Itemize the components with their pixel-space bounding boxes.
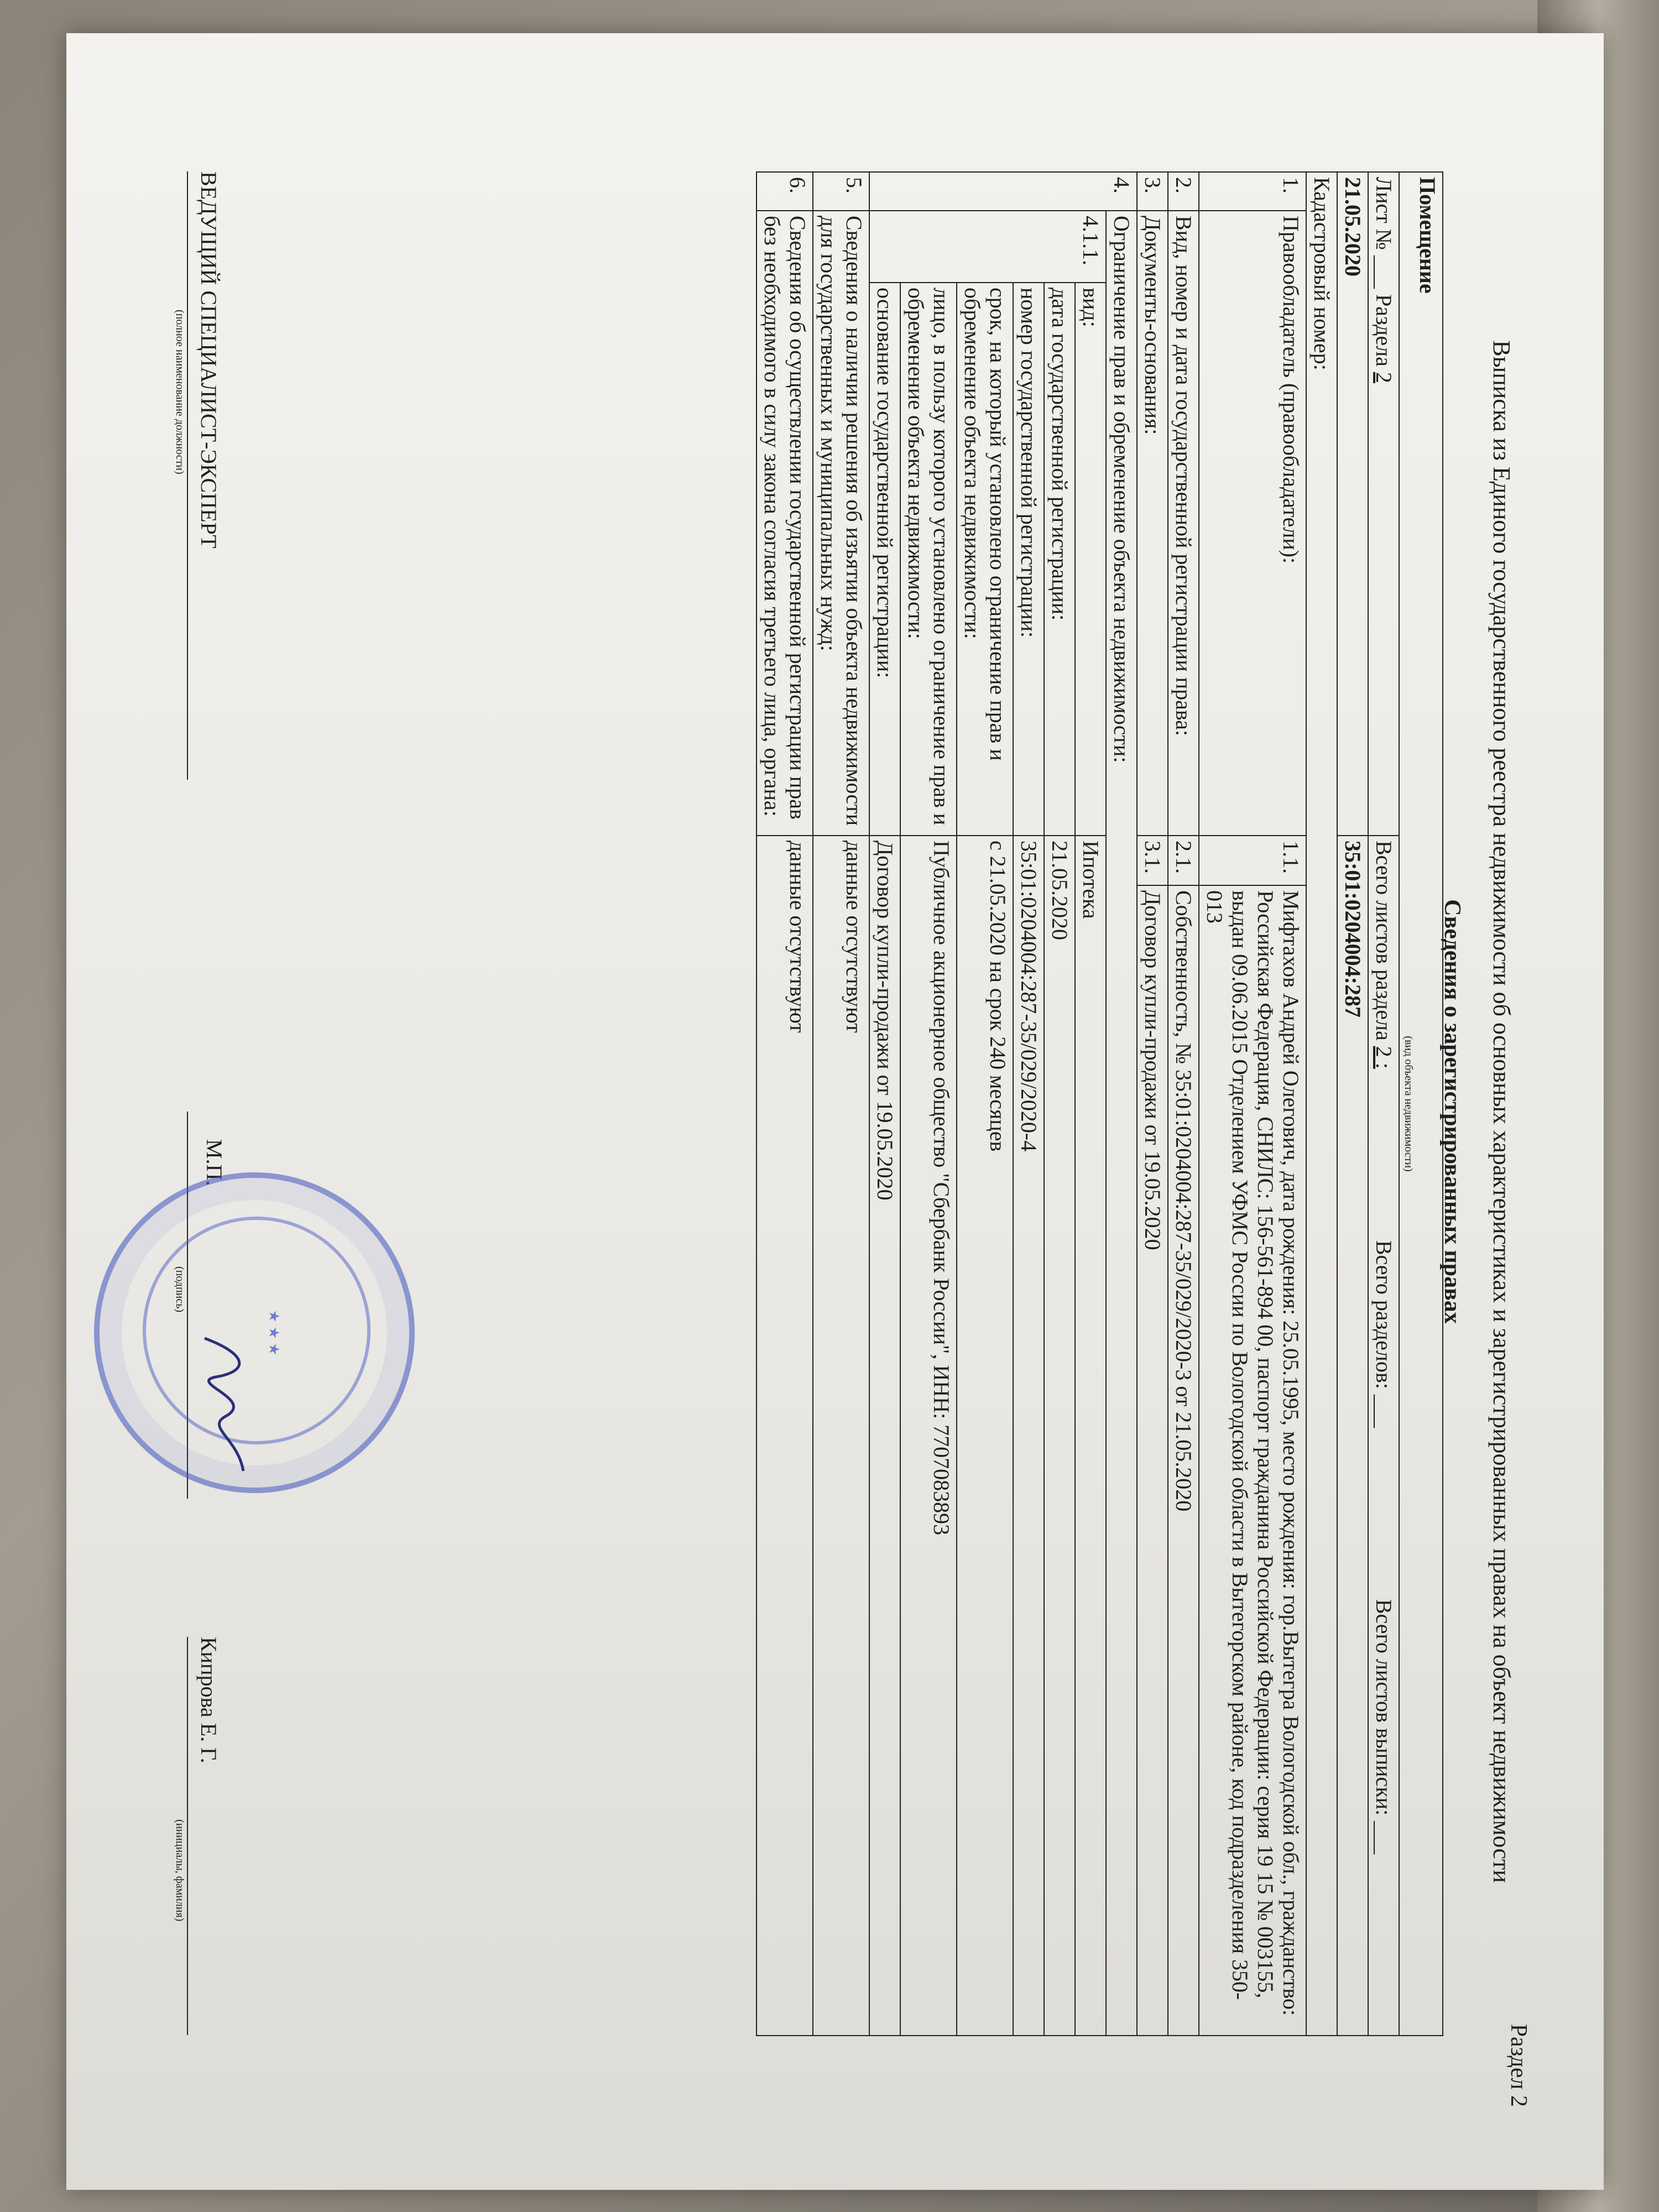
row-6 bbox=[757, 172, 813, 2036]
cadastral-label: Кадастровый номер: bbox=[1306, 172, 1337, 2036]
row-number: 5. bbox=[813, 172, 869, 211]
encumbrance-date-value: 21.05.2020 bbox=[1044, 836, 1075, 2036]
total-sections-label: Всего разделов: bbox=[1371, 1240, 1396, 1389]
row-4-date bbox=[1044, 172, 1075, 2036]
row-2 bbox=[1168, 172, 1199, 2036]
name-cell bbox=[187, 1637, 221, 2035]
row-number: 3. bbox=[1137, 172, 1168, 211]
row-1 bbox=[1199, 172, 1306, 2036]
row-label: Сведения об осуществлении государственной регистрации прав без необходимого в силу закона согласия третьего лица, органа: bbox=[757, 211, 813, 836]
encumbrance-regnum-label: номер государственной регистрации: bbox=[1013, 283, 1044, 836]
form-title: Сведения о зарегистрированных правах bbox=[1439, 899, 1465, 1324]
name-hint: (инициалы, фамилия) bbox=[174, 1819, 186, 1922]
position: ВЕДУЩИЙ СПЕЦИАЛИСТ-ЭКСПЕРТ bbox=[196, 171, 221, 549]
handwritten-signature bbox=[182, 1333, 260, 1477]
row-number: 4. bbox=[869, 172, 1137, 211]
row-value: данные отсутствуют bbox=[757, 836, 813, 2036]
row-4-basis bbox=[869, 172, 900, 2036]
section-no: 2 bbox=[1371, 372, 1396, 383]
object-type: Помещение bbox=[1415, 177, 1440, 294]
encumbrance-kind-value: Ипотека bbox=[1075, 836, 1106, 2036]
section-no-label: Раздела bbox=[1371, 294, 1396, 367]
row-value: Договор купли-продажи от 19.05.2020 bbox=[1137, 885, 1168, 2036]
encumbrance-term-label: срок, на который установлено ограничение прав и обременение объекта недвижимости: bbox=[957, 283, 1013, 836]
stamp-emblem-icon: ★ ★ ★ bbox=[266, 1310, 282, 1356]
row-label: Документы-основания: bbox=[1137, 211, 1168, 836]
encumbrance-holder-label: лицо, в пользу которого установлено ограничение прав и обременение объекта недвижимости: bbox=[900, 283, 957, 836]
row-label: Правообладатель (правообладатели): bbox=[1199, 211, 1306, 836]
seal-label: М.П. bbox=[202, 1139, 227, 1186]
extract-date: 21.05.2020 bbox=[1337, 172, 1368, 836]
encumbrance-regnum-value: 35:01:0204004:287-35/029/2020-4 bbox=[1013, 836, 1044, 2036]
row-number: 2. bbox=[1168, 172, 1199, 211]
row-4 bbox=[1106, 172, 1137, 2036]
section-label: Раздел 2 bbox=[1506, 2023, 1531, 2107]
document-title: Выписка из Единого государственного реестра недвижимости об основных характеристиках и зарегистрированных правах на объект недвижимости bbox=[1488, 340, 1515, 1883]
row-sub-number: 1.1. bbox=[1199, 836, 1306, 885]
row-label: Вид, номер и дата государственной регистрации права: bbox=[1168, 211, 1199, 836]
signature-hint: (подпись) bbox=[174, 1266, 186, 1313]
row-sub-number: 3.1. bbox=[1137, 836, 1168, 885]
position-hint: (полное наименование должности) bbox=[174, 310, 186, 474]
position-cell bbox=[187, 171, 221, 780]
date-row bbox=[1337, 172, 1368, 2036]
encumbrance-kind-label: вид: bbox=[1075, 283, 1106, 836]
row-value: данные отсутствуют bbox=[813, 836, 869, 2036]
total-sheets-section-value: 2 : bbox=[1371, 1046, 1396, 1069]
sheet-label: Лист № bbox=[1371, 177, 1396, 250]
row-4-regnum bbox=[1013, 172, 1044, 2036]
signer-name: Кипрова Е. Г. bbox=[196, 1637, 221, 1764]
rights-table bbox=[756, 171, 1443, 2036]
row-sub-number: 4.1.1. bbox=[869, 211, 1106, 283]
row-label: Ограничение прав и обременение объекта недвижимости: bbox=[1106, 211, 1137, 2036]
total-sheets-section-label: Всего листов раздела bbox=[1371, 841, 1396, 1041]
encumbrance-basis-label: основание государственной регистрации: bbox=[869, 283, 900, 836]
document-page bbox=[66, 33, 1604, 2190]
rotated-document bbox=[122, 88, 1548, 2135]
row-4-term bbox=[957, 172, 1013, 2036]
encumbrance-term-value: с 21.05.2020 на срок 240 месяцев bbox=[957, 836, 1013, 2036]
object-type-hint: (вид объекта недвижимости) bbox=[1402, 1036, 1415, 1172]
row-4-holder bbox=[900, 172, 957, 2036]
row-number: 1. bbox=[1199, 172, 1306, 211]
row-4-kind bbox=[1075, 172, 1106, 2036]
row-label: Сведения о наличии решения об изъятии объекта недвижимости для государственных и муниципальных нужд: bbox=[813, 211, 869, 836]
encumbrance-holder-value: Публичное акционерное общество "Сбербанк России", ИНН: 7707083893 bbox=[900, 836, 957, 2036]
object-type-row bbox=[1399, 172, 1443, 2036]
cadastral-row bbox=[1306, 172, 1337, 2036]
row-number: 6. bbox=[757, 172, 813, 211]
row-value: Собственность, № 35:01:0204004:287-35/029/2020-3 от 21.05.2020 bbox=[1168, 885, 1199, 2036]
row-3 bbox=[1137, 172, 1168, 2036]
encumbrance-basis-value: Договор купли-продажи от 19.05.2020 bbox=[869, 836, 900, 2036]
cadastral-number-top: 35:01:0204004:287 bbox=[1337, 836, 1368, 2036]
sheet-info-row: Лист № ___ Раздела 2 Всего листов раздела 2 : Всего разделов: ___ Всего листов выписки: ___ bbox=[1368, 172, 1399, 2036]
row-value: Мифтахов Андрей Олегович, дата рождения: 25.05.1995, место рождения: гор.Вытегра Вологодской обл., гражданство: Российская Федерация, СНИЛС: 156-561-894 00, паспорт гражданина Российской Федерации: серия 19 15 № 003155, выдан 09.06.2015 Отделением УФМС России по Вологодской области в Вытегорском районе, код подразделения 350-013 bbox=[1199, 885, 1306, 2036]
total-sheets-extract-label: Всего листов выписки: bbox=[1371, 1599, 1396, 1816]
row-5 bbox=[813, 172, 869, 2036]
row-sub-number: 2.1. bbox=[1168, 836, 1199, 885]
encumbrance-date-label: дата государственной регистрации: bbox=[1044, 283, 1075, 836]
